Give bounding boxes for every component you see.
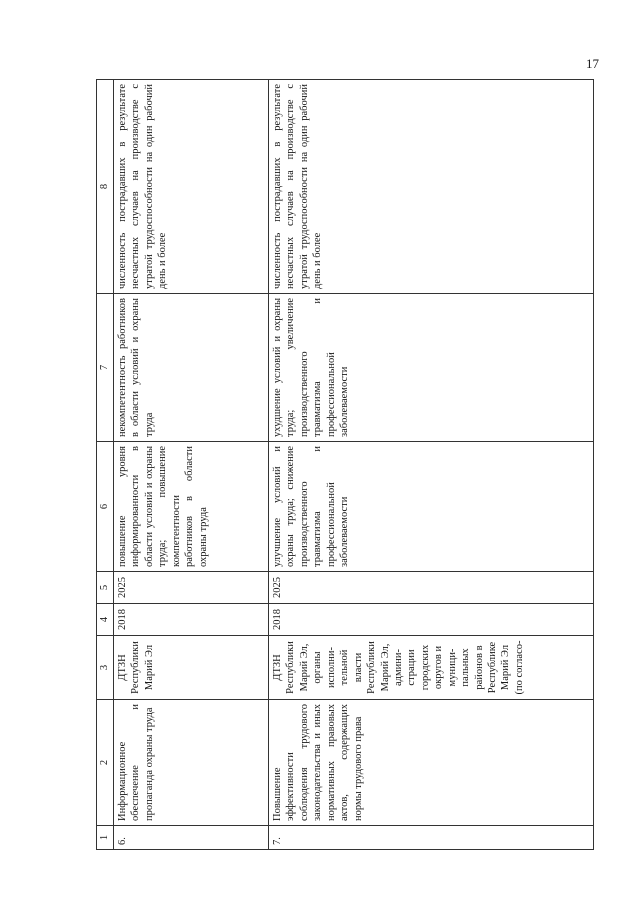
row-number: 6.: [114, 826, 269, 850]
header-cell: 1: [97, 826, 114, 850]
end-year: 2025: [114, 572, 269, 604]
header-cell: 3: [97, 636, 114, 700]
header-cell: 7: [97, 294, 114, 442]
header-cell: 4: [97, 604, 114, 636]
header-cell: 5: [97, 572, 114, 604]
header-cell: 8: [97, 80, 114, 294]
expected-result: улучшение условий и охраны труда; снижение производственного травматизма и профессиональной заболеваемости: [269, 442, 594, 572]
header-row: [97, 80, 114, 850]
executor: ДТЗН Республики Марий Эл, органы исполни- тельной власти Республики Марий Эл, админи- страции городских округов и муници- пальных районов в Республике Марий Эл (по согласо-: [269, 636, 594, 700]
end-year: 2025: [269, 572, 594, 604]
related-indicator: численность пострадавших в результате несчастных случаев на производстве с утратой трудоспособности на один рабочий день и более: [269, 80, 594, 294]
measure-name: Информационное обеспечение и пропаганда охраны труда: [114, 700, 269, 826]
table-row: [114, 80, 269, 850]
table-row: [269, 80, 594, 850]
non-implementation-consequence: ухудшение условий и охраны труда; увеличение производственного травматизма и профессиональной заболеваемости: [269, 294, 594, 442]
row-number: 7.: [269, 826, 594, 850]
header-cell: 2: [97, 700, 114, 826]
non-implementation-consequence: некомпетентность работников в области условий и охраны труда: [114, 294, 269, 442]
measure-name: Повышение эффективности соблюдения трудового законодательства и иных нормативных правовых актов, содержащих нормы трудового права: [269, 700, 594, 826]
related-indicator: численность пострадавших в результате несчастных случаев на производстве с утратой трудоспособности на один рабочий день и более: [114, 80, 269, 294]
page-number: 17: [586, 56, 599, 71]
rotated-table-container: [96, 80, 606, 850]
executor: ДТЗН Республики Марий Эл: [114, 636, 269, 700]
measures-table: [96, 79, 594, 850]
expected-result: повышение уровня информированности в области условий и охраны труда; повышение компетентности работников в области охраны труда: [114, 442, 269, 572]
header-cell: 6: [97, 442, 114, 572]
start-year: 2018: [269, 604, 594, 636]
start-year: 2018: [114, 604, 269, 636]
